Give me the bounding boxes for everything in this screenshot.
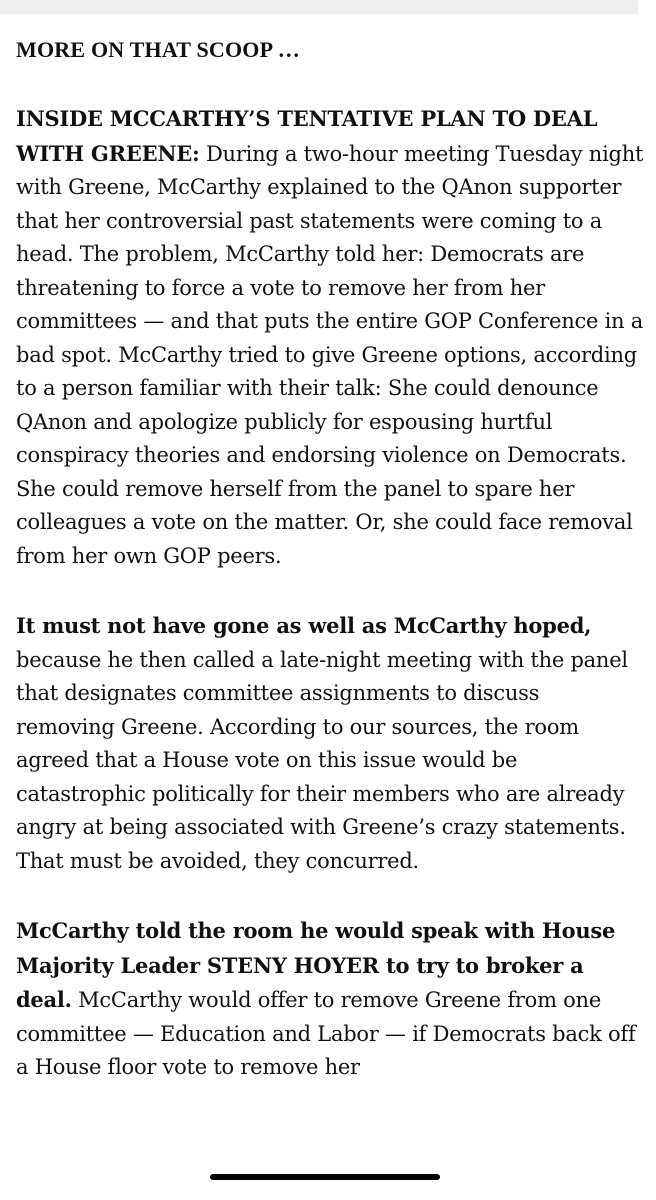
- paragraph-lead: INSIDE MCCARTHY’S TENTATIVE PLAN TO DEAL WITH GREENE:: [16, 106, 598, 166]
- paragraph-text: because he then called a late-night meeting with the panel that designates committee assignments to discuss removing Greene. According to our sources, the room agreed that a House vote on this issue would be catastrophic politically for their members who are already angry at being associated with Greene’s crazy statements. That must be avoided, they concurred.: [16, 647, 628, 873]
- paragraph-late-night-meeting: [16, 609, 644, 878]
- home-indicator[interactable]: [210, 1174, 440, 1180]
- top-divider: [0, 0, 638, 14]
- paragraph-mccarthy-plan: [16, 102, 644, 573]
- paragraph-lead: It must not have gone as well as McCarthy hoped,: [16, 613, 592, 638]
- paragraph-lead: McCarthy told the room he would speak with House Majority Leader STENY HOYER to try to broker a deal.: [16, 918, 616, 1012]
- section-kicker: MORE ON THAT SCOOP …: [16, 37, 300, 62]
- paragraph-hoyer-deal: [16, 914, 644, 1085]
- paragraph-text: McCarthy would offer to remove Greene from one committee — Education and Labor — if Democrats back off a House floor vote to remove her: [16, 988, 636, 1079]
- article-body: [16, 34, 644, 1085]
- paragraph-text: During a two-hour meeting Tuesday night with Greene, McCarthy explained to the QAnon supporter that her controversial past statements were coming to a head. The problem, McCarthy told her: Democrats are threatening to force a vote to remove her from her committees — and that puts the entire GOP Conference in a bad spot. McCarthy tried to give Greene options, according to a person familiar with their talk: She could denounce QAnon and apologize publicly for espousing hurtful conspiracy theories and endorsing violence on Democrats. She could remove herself from the panel to spare her colleagues a vote on the matter. Or, she could face removal from her own GOP peers.: [16, 141, 644, 568]
